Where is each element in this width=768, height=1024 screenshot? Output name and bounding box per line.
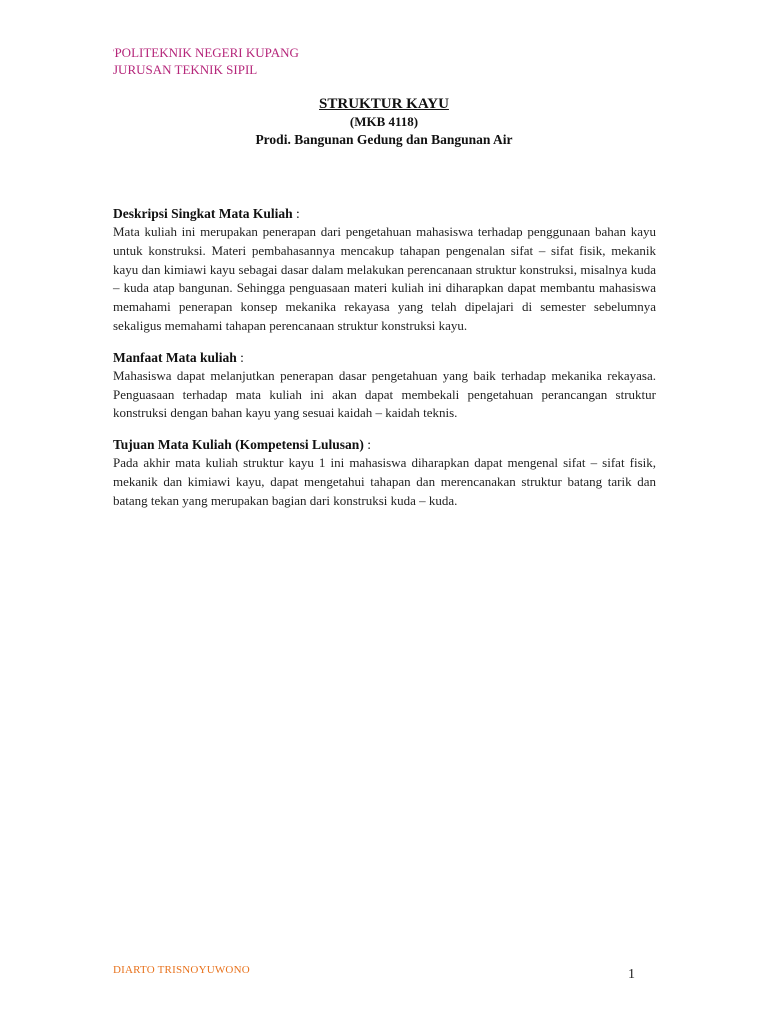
section-heading-text: Manfaat Mata kuliah: [113, 349, 237, 365]
section-heading: [113, 435, 656, 454]
section-paragraph: Mahasiswa dapat melanjutkan penerapan dasar pengetahuan yang baik terhadap mekanika rekayasa. Penguasaan terhadap mata kuliah ini akan dapat membekali pengetahuan perancangan struktur konstruksi dengan bahan kayu yang sesuai kaidah – kaidah teknis.: [113, 367, 656, 421]
section-heading: [113, 204, 656, 223]
section-heading-text: Deskripsi Singkat Mata Kuliah: [113, 206, 293, 221]
institution-header: [113, 44, 299, 78]
section-heading-colon: :: [236, 349, 244, 365]
header-line-institution: [113, 44, 299, 61]
footer-author: DIARTO TRISNOYUWONO: [113, 964, 250, 976]
title-block: [0, 95, 768, 149]
document-title: STRUKTUR KAYU: [319, 96, 449, 112]
header-institution-text: POLITEKNIK NEGERI KUPANG: [114, 45, 299, 60]
section-heading-colon: :: [363, 437, 371, 453]
header-mark: ': [113, 48, 115, 57]
section-heading-text: Tujuan Mata Kuliah (Kompetensi Lulusan): [113, 437, 364, 453]
section-heading-colon: :: [292, 206, 300, 221]
document-body: [113, 204, 656, 523]
section-paragraph: Mata kuliah ini merupakan penerapan dari pengetahuan mahasiswa terhadap penggunaan bahan kayu untuk konstruksi. Materi pembahasannya mencakup tahapan pengenalan sifat – sifat fisik, mekanik kayu dan kimiawi kayu sebagai dasar dalam melakukan perencanaan struktur konstruksi, misalnya kuda – kuda atap bangunan. Sehingga penguasaan materi kuliah ini diharapkan dapat membantu mahasiswa memahami penerapan konsep mekanika rekayasa yang telah dipelajari di semester sebelumnya sekaligus memahami tahapan perencanaan struktur konstruksi kayu.: [113, 224, 656, 333]
header-line-department: JURUSAN TEKNIK SIPIL: [113, 62, 258, 77]
section-paragraph: Pada akhir mata kuliah struktur kayu 1 ini mahasiswa diharapkan dapat mengenal sifat – sifat fisik, mekanik dan kimiawi kayu, dapat mengetahui tahapan dan merencanakan struktur batang tarik dan batang tekan yang merupakan bagian dari konstruksi kuda – kuda.: [113, 455, 656, 508]
section-heading: [113, 348, 656, 367]
section-benefit: [113, 348, 656, 423]
study-program: Prodi. Bangunan Gedung dan Bangunan Air: [255, 132, 513, 147]
section-objective: [113, 435, 656, 510]
section-description: [113, 204, 656, 336]
course-code: (MKB 4118): [349, 114, 419, 129]
page-number: 1: [628, 967, 635, 982]
